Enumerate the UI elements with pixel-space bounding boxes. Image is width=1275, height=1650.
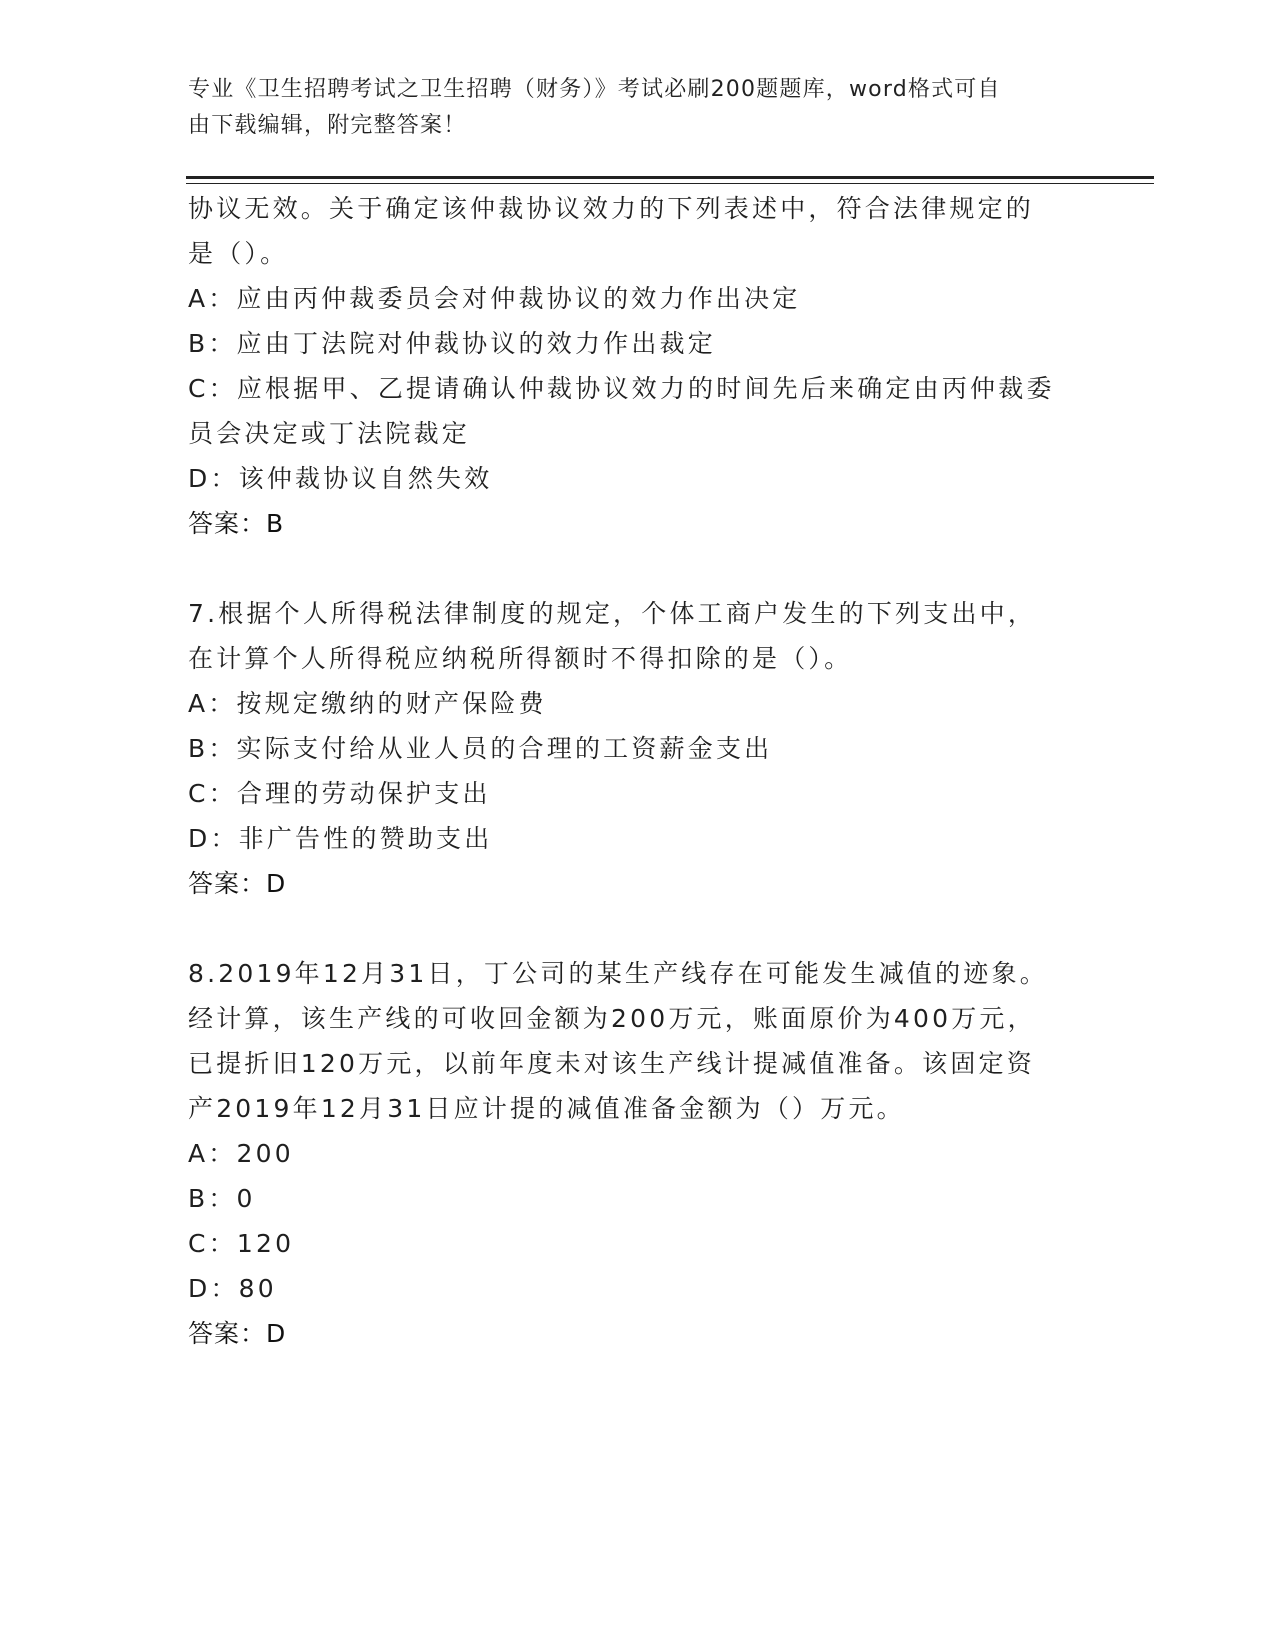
question-8 [188,951,1088,1356]
document-body [188,186,1088,1356]
spacer [188,546,1088,591]
question-7-stem-line-2: 在计算个人所得税应纳税所得额时不得扣除的是（）。 [188,644,853,673]
header-divider-thin [186,183,1154,184]
header-title-line-1: 专业《卫生招聘考试之卫生招聘（财务）》考试必刷200题题库，word格式可自 [188,77,1001,102]
question-7-option-c: C：合理的劳动保护支出 [188,779,491,808]
question-8-option-a: A：200 [188,1139,294,1168]
question-6-option-a: A：应由丙仲裁委员会对仲裁协议的效力作出决定 [188,284,801,313]
question-8-stem-line-4: 产2019年12月31日应计提的减值准备金额为（）万元。 [188,1094,905,1123]
question-6-stem-line-2: 是（）。 [188,239,289,268]
question-7-option-b: B：实际支付给从业人员的合理的工资薪金支出 [188,734,773,763]
question-8-option-d: D：80 [188,1274,277,1303]
question-8-stem-line-3: 已提折旧120万元，以前年度未对该生产线计提减值准备。该固定资 [188,1049,1035,1078]
question-8-stem-line-1: 8.2019年12月31日，丁公司的某生产线存在可能发生减值的迹象。 [188,959,1048,988]
question-7-stem-line-1: 7.根据个人所得税法律制度的规定，个体工商户发生的下列支出中， [188,599,1037,628]
question-8-stem-line-2: 经计算，该生产线的可收回金额为200万元，账面原价为400万元， [188,1004,1036,1033]
question-6 [188,186,1088,546]
question-6-answer: 答案：B [188,509,285,538]
question-6-option-b: B：应由丁法院对仲裁协议的效力作出裁定 [188,329,716,358]
question-6-option-d: D：该仲裁协议自然失效 [188,464,493,493]
question-7-option-a: A：按规定缴纳的财产保险费 [188,689,547,718]
spacer [188,906,1088,951]
question-7-answer: 答案：D [188,869,287,898]
question-6-option-c-line-2: 员会决定或丁法院裁定 [188,419,471,448]
question-7-option-d: D：非广告性的赞助支出 [188,824,493,853]
question-6-stem-line-1: 协议无效。关于确定该仲裁协议效力的下列表述中，符合法律规定的 [188,194,1035,223]
question-8-answer: 答案：D [188,1319,287,1348]
document-header [188,72,1068,144]
header-title-line-2: 由下载编辑，附完整答案！ [188,113,467,138]
question-8-option-b: B：0 [188,1184,256,1213]
question-6-option-c-line-1: C：应根据甲、乙提请确认仲裁协议效力的时间先后来确定由丙仲裁委 [188,374,1055,403]
header-divider-thick [186,176,1154,179]
question-8-option-c: C：120 [188,1229,295,1258]
question-7 [188,591,1088,906]
